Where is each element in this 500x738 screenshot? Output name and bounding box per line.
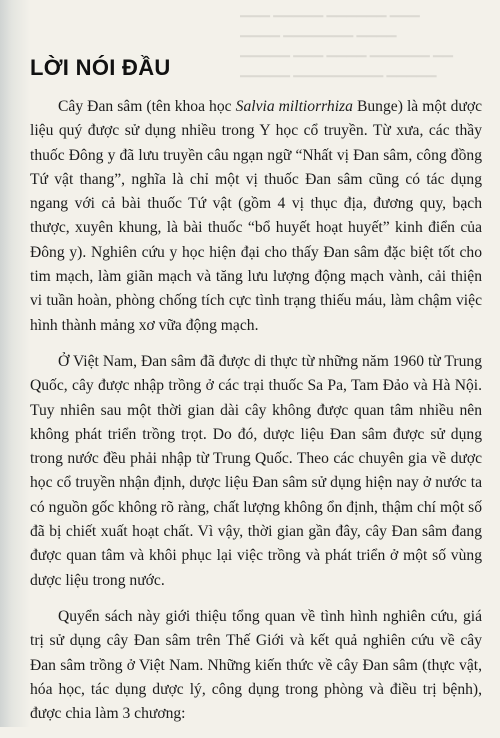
paragraph-vietnam: Ở Việt Nam, Đan sâm đã được di thực từ những năm 1960 từ Trung Quốc, cây được nhập trồng ở các trại thuốc Sa Pa, Tam Đảo và Hà Nội. Tuy nhiên sau một thời gian dài cây không được quan tâm nhiều nên không phát triển trồng trọt. Do đó, dược liệu Đan sâm được sử dụng trong nước đều phải nhập từ Trung Quốc. Theo các chuyên gia về dược học cổ truyền nhận định, dược liệu Đan sâm sử dụng hiện nay ở nước ta có nguồn gốc không rõ ràng, chất lượng không ổn định, thậm chí một số đã bị chiết xuất hoạt chất. Vì vậy, thời gian gần đây, cây Đan sâm đang được quan tâm và khôi phục lại việc trồng và phát triển ở một số vùng dược liệu trong nước. — [30, 352, 482, 589]
paragraph-intro-rest: Bunge) là một dược liệu quý được sử dụng nhiều trong Y học cổ truyền. Từ xưa, các thầy thuốc Đông y đã lưu truyền câu ngạn ngữ “Nhất vị Đan sâm, công đồng Tứ vật thang”, nghĩa là chỉ một vị thuốc Đan sâm cũng có tác dụng ngang với cả bài thuốc Tứ vật (gồm 4 vị thục địa, đương quy, bạch thược, xuyên khung, là bài thuốc “bổ huyết hoạt huyết” kinh điển của Đông y). Nghiên cứu y học hiện đại cho thấy Đan sâm đặc biệt tốt cho tim mạch, làm giãn mạch và tăng lưu lượng động mạch vành, cải thiện vi tuần hoàn, phòng chống tích cực tình trạng thiếu máu, làm chậm việc hình thành mảng xơ vữa động mạch. — [30, 98, 482, 334]
page-binding-shadow — [0, 0, 30, 727]
paragraph-intro — [30, 95, 482, 338]
preface-body — [30, 95, 482, 738]
reverse-page-show-through: ▁▁▁ ▁▁▁▁▁ ▁▁▁▁▁▁ ▁▁▁ ▁▁▁▁ ▁▁▁▁▁▁▁ ▁▁▁▁ ▁▁▁▁▁ ▁▁▁ ▁▁▁▁ ▁▁▁▁▁▁ ▁▁ ▁▁▁▁▁ ▁▁▁▁▁▁▁▁▁ ▁▁▁▁▁ — [240, 2, 453, 77]
paragraph-book-overview: Quyển sách này giới thiệu tổng quan về tình hình nghiên cứu, giá trị sử dụng cây Đan sâm trên Thế Giới và kết quả nghiên cứu về cây Đan sâm trồng ở Việt Nam. Những kiến thức về cây Đan sâm (thực vật, hóa học, tác dụng dược lý, công dụng trong phòng và điều trị bệnh), được chia làm 3 chương: — [30, 607, 482, 723]
page-title: LỜI NÓI ĐẦU — [30, 55, 171, 80]
scientific-name: Salvia miltiorrhiza — [235, 98, 353, 115]
paragraph-intro-start: Cây Đan sâm (tên khoa học — [58, 98, 236, 115]
